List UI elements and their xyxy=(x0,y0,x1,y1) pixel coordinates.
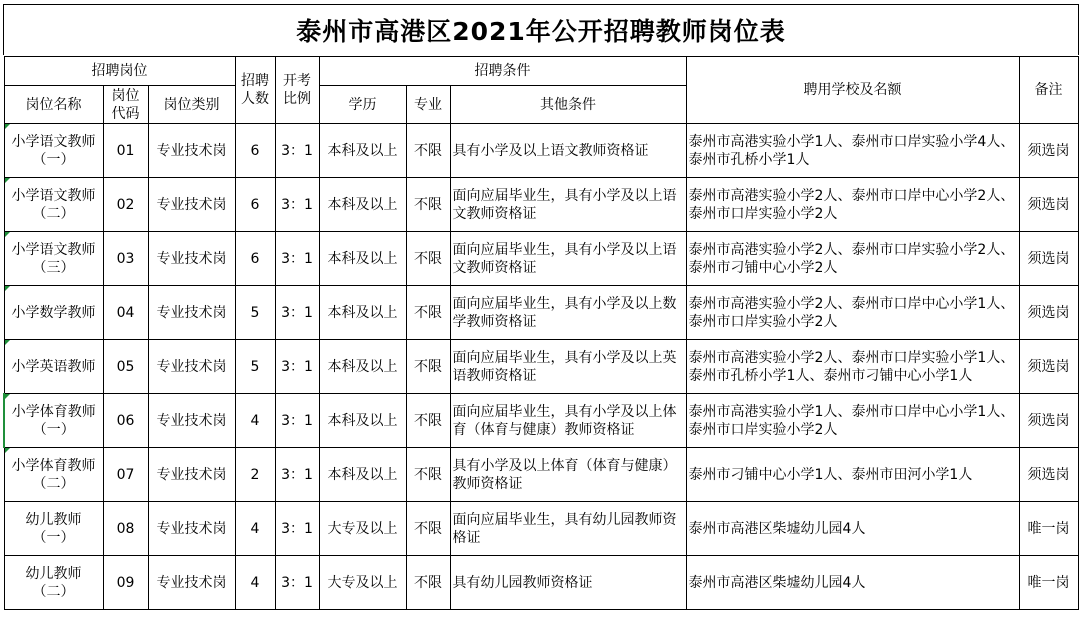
cell-position-type[interactable]: 专业技术岗 xyxy=(148,394,235,448)
cell-other-conditions[interactable]: 面向应届毕业生，具有小学及以上语文教师资格证 xyxy=(450,232,686,286)
cell-position-type[interactable]: 专业技术岗 xyxy=(148,340,235,394)
cell-exam-ratio[interactable]: 3：1 xyxy=(275,556,319,610)
cell-exam-ratio[interactable]: 3：1 xyxy=(275,124,319,178)
cell-recruit-count[interactable]: 6 xyxy=(235,232,275,286)
cell-exam-ratio[interactable]: 3：1 xyxy=(275,286,319,340)
cell-major[interactable]: 不限 xyxy=(406,124,450,178)
cell-position-code[interactable]: 09 xyxy=(103,556,148,610)
cell-position-name[interactable]: 幼儿教师 （二） xyxy=(4,556,103,610)
header-recruit-count[interactable]: 招聘人数 xyxy=(235,57,275,124)
cell-schools[interactable]: 泰州市高港实验小学2人、泰州市口岸实验小学1人、泰州市孔桥小学1人、泰州市刁铺中心小学1人 xyxy=(686,340,1019,394)
cell-position-type[interactable]: 专业技术岗 xyxy=(148,502,235,556)
page-title[interactable]: 泰州市高港区2021年公开招聘教师岗位表 xyxy=(3,4,1079,55)
cell-other-conditions[interactable]: 具有幼儿园教师资格证 xyxy=(450,556,686,610)
cell-remark[interactable]: 唯一岗 xyxy=(1019,502,1078,556)
header-group-position[interactable]: 招聘岗位 xyxy=(4,57,235,86)
cell-education[interactable]: 大专及以上 xyxy=(319,502,406,556)
cell-position-code[interactable]: 04 xyxy=(103,286,148,340)
cell-major[interactable]: 不限 xyxy=(406,448,450,502)
cell-exam-ratio[interactable]: 3：1 xyxy=(275,448,319,502)
cell-position-code[interactable]: 06 xyxy=(103,394,148,448)
cell-education[interactable]: 大专及以上 xyxy=(319,556,406,610)
cell-schools[interactable]: 泰州市高港区柴墟幼儿园4人 xyxy=(686,556,1019,610)
cell-recruit-count[interactable]: 6 xyxy=(235,124,275,178)
cell-recruit-count[interactable]: 5 xyxy=(235,340,275,394)
cell-major[interactable]: 不限 xyxy=(406,340,450,394)
cell-position-code[interactable]: 01 xyxy=(103,124,148,178)
cell-remark[interactable]: 须选岗 xyxy=(1019,286,1078,340)
cell-schools[interactable]: 泰州市刁铺中心小学1人、泰州市田河小学1人 xyxy=(686,448,1019,502)
cell-other-conditions[interactable]: 具有小学及以上体育（体育与健康）教师资格证 xyxy=(450,448,686,502)
header-education[interactable]: 学历 xyxy=(319,86,406,124)
cell-position-name[interactable]: 小学英语教师 xyxy=(4,340,103,394)
cell-education[interactable]: 本科及以上 xyxy=(319,232,406,286)
cell-education[interactable]: 本科及以上 xyxy=(319,448,406,502)
cell-remark[interactable]: 须选岗 xyxy=(1019,178,1078,232)
cell-position-name[interactable]: 小学体育教师 （二） xyxy=(4,448,103,502)
cell-recruit-count[interactable]: 6 xyxy=(235,178,275,232)
cell-remark[interactable]: 须选岗 xyxy=(1019,394,1078,448)
table-row xyxy=(4,340,1078,394)
header-other-conditions[interactable]: 其他条件 xyxy=(450,86,686,124)
cell-education[interactable]: 本科及以上 xyxy=(319,286,406,340)
cell-other-conditions[interactable]: 具有小学及以上语文教师资格证 xyxy=(450,124,686,178)
cell-position-name[interactable]: 小学语文教师 （二） xyxy=(4,178,103,232)
header-position-type[interactable]: 岗位类别 xyxy=(148,86,235,124)
cell-position-type[interactable]: 专业技术岗 xyxy=(148,556,235,610)
cell-schools[interactable]: 泰州市高港实验小学2人、泰州市口岸中心小学2人、泰州市口岸实验小学2人 xyxy=(686,178,1019,232)
cell-exam-ratio[interactable]: 3：1 xyxy=(275,394,319,448)
cell-position-code[interactable]: 03 xyxy=(103,232,148,286)
cell-major[interactable]: 不限 xyxy=(406,556,450,610)
cell-position-name[interactable]: 小学语文教师 （一） xyxy=(4,124,103,178)
cell-position-name[interactable]: 小学语文教师 （三） xyxy=(4,232,103,286)
cell-remark[interactable]: 须选岗 xyxy=(1019,448,1078,502)
cell-position-name[interactable]: 小学体育教师 （一） xyxy=(4,394,103,448)
cell-exam-ratio[interactable]: 3：1 xyxy=(275,502,319,556)
cell-recruit-count[interactable]: 4 xyxy=(235,502,275,556)
cell-education[interactable]: 本科及以上 xyxy=(319,340,406,394)
cell-schools[interactable]: 泰州市高港实验小学1人、泰州市口岸中心小学1人、泰州市口岸实验小学2人 xyxy=(686,394,1019,448)
header-position-code[interactable]: 岗位代码 xyxy=(103,86,148,124)
cell-schools[interactable]: 泰州市高港实验小学2人、泰州市口岸实验小学2人、泰州市刁铺中心小学2人 xyxy=(686,232,1019,286)
cell-recruit-count[interactable]: 5 xyxy=(235,286,275,340)
recruitment-table xyxy=(3,56,1079,610)
cell-education[interactable]: 本科及以上 xyxy=(319,394,406,448)
header-major[interactable]: 专业 xyxy=(406,86,450,124)
table-row xyxy=(4,502,1078,556)
cell-remark[interactable]: 须选岗 xyxy=(1019,232,1078,286)
header-schools[interactable]: 聘用学校及名额 xyxy=(686,57,1019,124)
cell-position-code[interactable]: 05 xyxy=(103,340,148,394)
cell-major[interactable]: 不限 xyxy=(406,178,450,232)
cell-education[interactable]: 本科及以上 xyxy=(319,124,406,178)
table-row xyxy=(4,394,1078,448)
cell-position-code[interactable]: 08 xyxy=(103,502,148,556)
cell-schools[interactable]: 泰州市高港实验小学2人、泰州市口岸中心小学1人、泰州市口岸实验小学2人 xyxy=(686,286,1019,340)
cell-position-type[interactable]: 专业技术岗 xyxy=(148,124,235,178)
cell-other-conditions[interactable]: 面向应届毕业生，具有小学及以上英语教师资格证 xyxy=(450,340,686,394)
header-group-conditions[interactable]: 招聘条件 xyxy=(319,57,686,86)
cell-position-name[interactable]: 幼儿教师 （一） xyxy=(4,502,103,556)
cell-other-conditions[interactable]: 面向应届毕业生，具有小学及以上语文教师资格证 xyxy=(450,178,686,232)
cell-major[interactable]: 不限 xyxy=(406,286,450,340)
cell-other-conditions[interactable]: 面向应届毕业生，具有小学及以上数学教师资格证 xyxy=(450,286,686,340)
header-exam-ratio[interactable]: 开考比例 xyxy=(275,57,319,124)
cell-position-code[interactable]: 07 xyxy=(103,448,148,502)
cell-exam-ratio[interactable]: 3：1 xyxy=(275,178,319,232)
table-row xyxy=(4,556,1078,610)
cell-remark[interactable]: 须选岗 xyxy=(1019,124,1078,178)
cell-exam-ratio[interactable]: 3：1 xyxy=(275,232,319,286)
cell-recruit-count[interactable]: 4 xyxy=(235,394,275,448)
cell-schools[interactable]: 泰州市高港实验小学1人、泰州市口岸实验小学4人、泰州市孔桥小学1人 xyxy=(686,124,1019,178)
table-row xyxy=(4,124,1078,178)
cell-position-type[interactable]: 专业技术岗 xyxy=(148,448,235,502)
table-row xyxy=(4,448,1078,502)
cell-recruit-count[interactable]: 2 xyxy=(235,448,275,502)
cell-position-type[interactable]: 专业技术岗 xyxy=(148,178,235,232)
cell-recruit-count[interactable]: 4 xyxy=(235,556,275,610)
cell-remark[interactable]: 唯一岗 xyxy=(1019,556,1078,610)
cell-position-name[interactable]: 小学数学教师 xyxy=(4,286,103,340)
table-row xyxy=(4,178,1078,232)
cell-position-type[interactable]: 专业技术岗 xyxy=(148,286,235,340)
cell-other-conditions[interactable]: 面向应届毕业生，具有小学及以上体育（体育与健康）教师资格证 xyxy=(450,394,686,448)
header-remarks[interactable]: 备注 xyxy=(1019,57,1078,124)
table-row xyxy=(4,286,1078,340)
cell-position-type[interactable]: 专业技术岗 xyxy=(148,232,235,286)
cell-major[interactable]: 不限 xyxy=(406,502,450,556)
cell-education[interactable]: 本科及以上 xyxy=(319,178,406,232)
cell-major[interactable]: 不限 xyxy=(406,394,450,448)
cell-exam-ratio[interactable]: 3：1 xyxy=(275,340,319,394)
cell-remark[interactable]: 须选岗 xyxy=(1019,340,1078,394)
cell-other-conditions[interactable]: 面向应届毕业生，具有幼儿园教师资格证 xyxy=(450,502,686,556)
table-row xyxy=(4,232,1078,286)
cell-major[interactable]: 不限 xyxy=(406,232,450,286)
cell-schools[interactable]: 泰州市高港区柴墟幼儿园4人 xyxy=(686,502,1019,556)
header-position-name[interactable]: 岗位名称 xyxy=(4,86,103,124)
cell-position-code[interactable]: 02 xyxy=(103,178,148,232)
